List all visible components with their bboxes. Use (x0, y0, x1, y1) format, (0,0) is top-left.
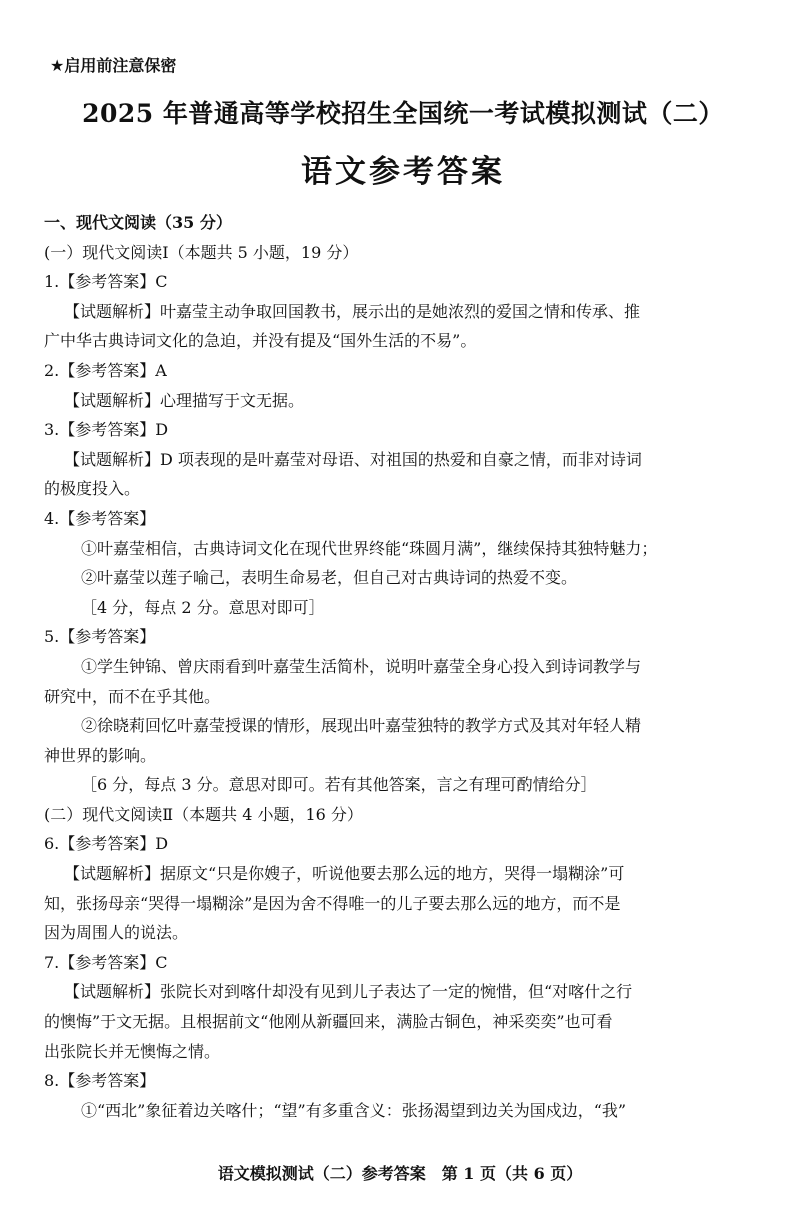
text-line: 研究中，而不在乎其他。 (44, 686, 221, 706)
text-line: 的极度投入。 (44, 479, 141, 499)
document-title: 语文参考答案 (301, 154, 505, 190)
text-line: 1.【参考答案】C (44, 272, 168, 292)
text-line: 【试题解析】心理描写于文无据。 (64, 390, 305, 410)
text-line: 2.【参考答案】A (44, 360, 167, 380)
text-line: 8.【参考答案】 (44, 1071, 156, 1091)
text-line: 广中华古典诗词文化的急迫，并没有提及“国外生活的不易”。 (44, 331, 477, 351)
text-line: 4.【参考答案】 (44, 508, 156, 528)
text-line: (二）现代文阅读Ⅱ（本题共 4 小题，16 分） (44, 804, 363, 824)
text-line: 7.【参考答案】C (44, 952, 168, 972)
text-line: ②徐晓莉回忆叶嘉莹授课的情形，展现出叶嘉莹独特的教学方式及其对年轻人精 (81, 716, 642, 736)
text-line: 的懊悔”于文无据。且根据前文“他刚从新疆回来，满脸古铜色，神采奕奕”也可看 (44, 1012, 613, 1032)
text-line: 知，张扬母亲“哭得一塌糊涂”是因为舍不得唯一的儿子要去那么远的地方，而不是 (44, 893, 621, 913)
text-line: 神世界的影响。 (44, 745, 157, 765)
exam-title: 2025 年普通高等学校招生全国统一考试模拟测试（二） (82, 99, 724, 128)
text-line: 【试题解析】据原文“只是你嫂子，听说他要去那么远的地方，哭得一塌糊涂”可 (64, 864, 625, 884)
answer-content (44, 208, 762, 1125)
page-footer: 语文模拟测试（二）参考答案 第 1 页（共 6 页） (217, 1164, 583, 1183)
text-line: 【试题解析】张院长对到喀什却没有见到儿子表达了一定的惋惜，但“对喀什之行 (64, 982, 633, 1002)
text-line: 5.【参考答案】 (44, 627, 156, 647)
section-heading: 一、现代文阅读（35 分） (44, 213, 232, 232)
text-line: 3.【参考答案】D (44, 420, 169, 440)
text-line: 6.【参考答案】D (44, 834, 169, 854)
confidential-notice: ★启用前注意保密 (50, 56, 177, 75)
text-line: 因为周围人的说法。 (44, 923, 189, 943)
text-line: 【试题解析】叶嘉莹主动争取回国教书，展示出的是她浓烈的爱国之情和传承、推 (64, 301, 641, 321)
text-line: ［4 分，每点 2 分。意思对即可］ (81, 597, 325, 617)
text-line: 【试题解析】D 项表现的是叶嘉莹对母语、对祖国的热爱和自豪之情，而非对诗词 (64, 449, 642, 469)
text-line: ①学生钟锦、曾庆雨看到叶嘉莹生活简朴，说明叶嘉莹全身心投入到诗词教学与 (81, 656, 642, 676)
text-line: (一）现代文阅读Ⅰ（本题共 5 小题，19 分） (44, 242, 359, 262)
text-line: ①叶嘉莹相信，古典诗词文化在现代世界终能“珠圆月满”，继续保持其独特魅力； (81, 538, 658, 558)
text-line: ②叶嘉莹以莲子喻己，表明生命易老，但自己对古典诗词的热爱不变。 (81, 568, 578, 588)
text-line: 出张院长并无懊悔之情。 (44, 1041, 221, 1061)
text-line: ［6 分，每点 3 分。意思对即可。若有其他答案，言之有理可酌情给分］ (81, 775, 597, 795)
text-line: ①“西北”象征着边关喀什；“望”有多重含义：张扬渴望到边关为国戍边，“我” (81, 1100, 627, 1120)
